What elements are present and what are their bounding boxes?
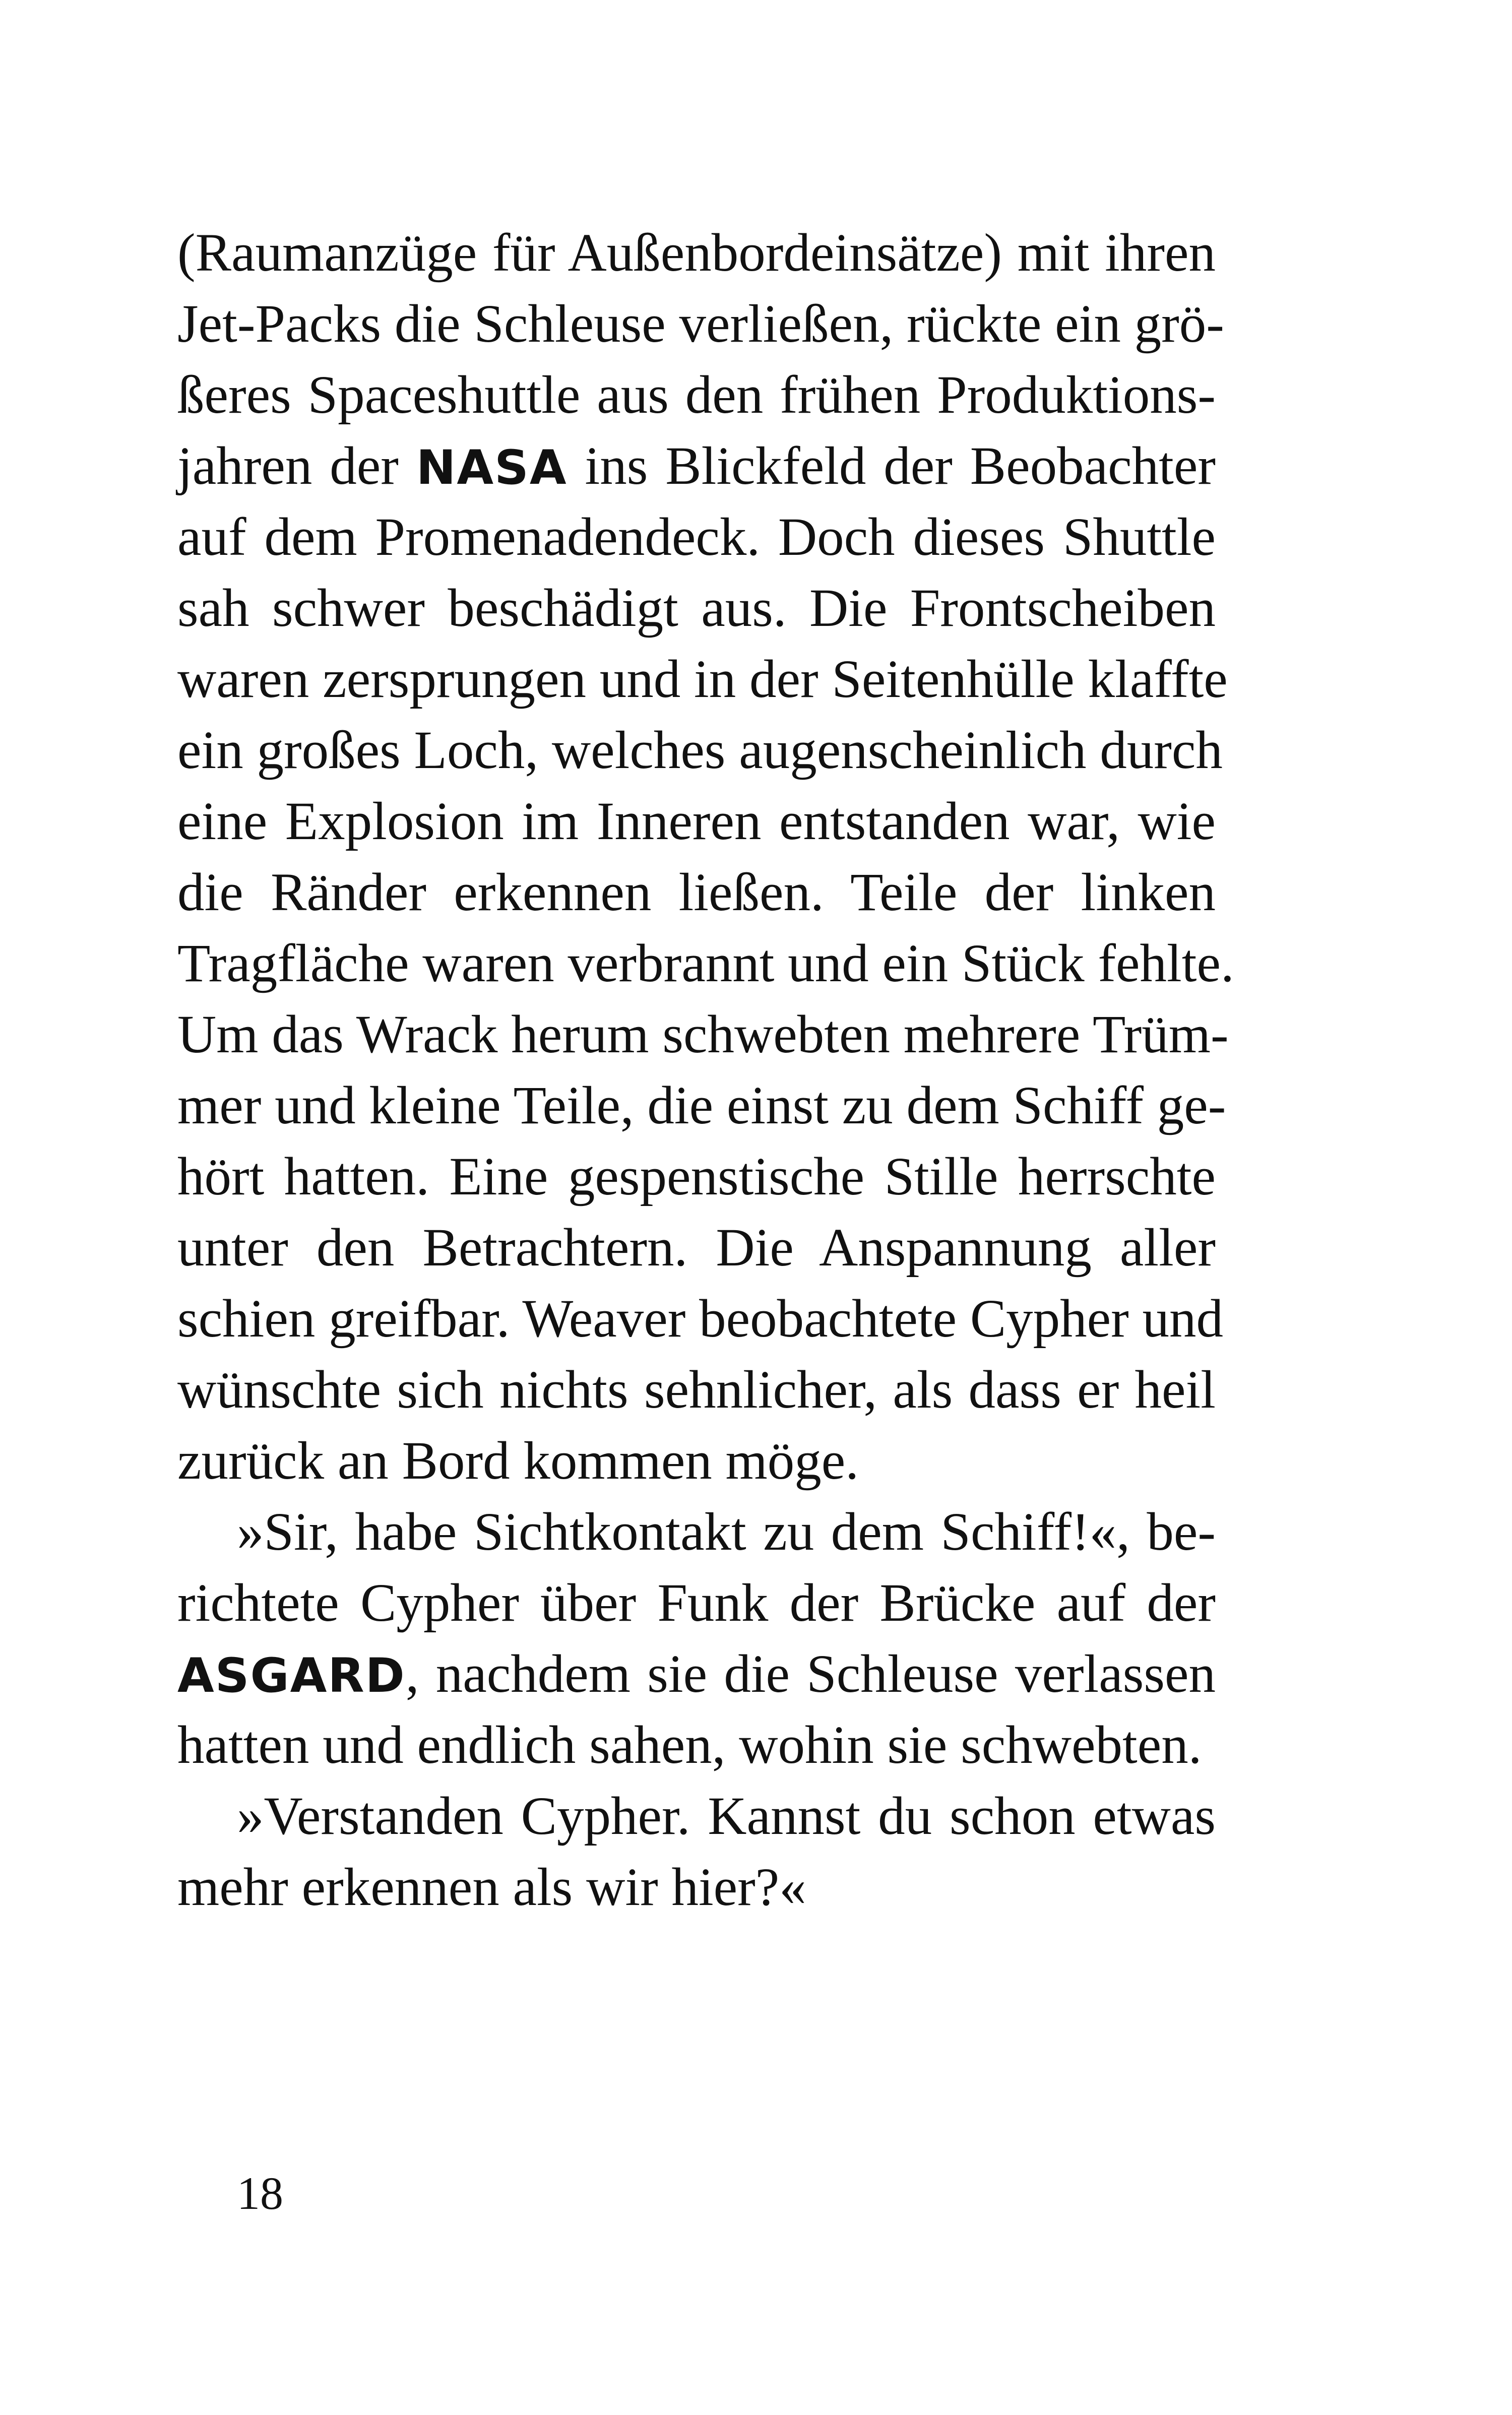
text-line-15: unter den Betrachtern. Die Anspannung aller xyxy=(177,1218,1216,1278)
text-line-7: waren zersprungen und in der Seitenhülle klaffte xyxy=(177,650,1228,709)
text-line-12: Um das Wrack herum schwebten mehrere Trüm- xyxy=(177,1005,1229,1064)
text-line-20: richtete Cypher über Funk der Brücke auf der xyxy=(177,1573,1216,1633)
text-line-16: schien greifbar. Weaver beobachtete Cypher und xyxy=(177,1289,1224,1349)
nasa-logo-word: NASA xyxy=(416,440,568,495)
text-line-4 xyxy=(177,431,1216,502)
text-line-22: hatten und endlich sahen, wohin sie schwebten. xyxy=(177,1715,1202,1775)
text-line-17: wünschte sich nichts sehnlicher, als dass er heil xyxy=(177,1360,1216,1420)
text-line-18: zurück an Bord kommen möge. xyxy=(177,1431,859,1491)
text-line-24: mehr erkennen als wir hier?« xyxy=(177,1858,806,1917)
text-line-1: (Raumanzüge für Außenbordeinsätze) mit ihren xyxy=(177,223,1216,283)
text-line-2: Jet-Packs die Schleuse verließen, rückte ein grö- xyxy=(177,294,1224,354)
text-line-6: sah schwer beschädigt aus. Die Frontscheiben xyxy=(177,579,1216,638)
text-line-3: ßeres Spaceshuttle aus den frühen Produktions- xyxy=(177,365,1216,425)
body-text xyxy=(177,218,1234,1923)
text-line-11: Tragfläche waren verbrannt und ein Stück fehlte. xyxy=(177,934,1234,993)
text-line-14: hört hatten. Eine gespenstische Stille herrschte xyxy=(177,1147,1216,1206)
text-line-21 xyxy=(177,1639,1216,1710)
asgard-logo-word: ASGARD xyxy=(177,1648,406,1703)
text-segment: ins Blickfeld der Beobachter xyxy=(567,436,1216,496)
text-line-5: auf dem Promenadendeck. Doch dieses Shuttle xyxy=(177,507,1216,567)
text-line-10: die Ränder erkennen ließen. Teile der linken xyxy=(177,863,1216,922)
text-line-19: »Sir, habe Sichtkontakt zu dem Schiff!«, be- xyxy=(237,1502,1216,1562)
text-line-8: ein großes Loch, welches augenscheinlich durch xyxy=(177,721,1223,780)
page-number: 18 xyxy=(237,2168,283,2219)
text-segment: , nachdem sie die Schleuse verlassen xyxy=(405,1644,1216,1704)
text-line-23: »Verstanden Cypher. Kannst du schon etwas xyxy=(237,1787,1216,1846)
text-segment: jahren der xyxy=(177,436,416,496)
text-line-9: eine Explosion im Inneren entstanden war, wie xyxy=(177,792,1216,851)
text-line-13: mer und kleine Teile, die einst zu dem Schiff ge- xyxy=(177,1076,1226,1135)
